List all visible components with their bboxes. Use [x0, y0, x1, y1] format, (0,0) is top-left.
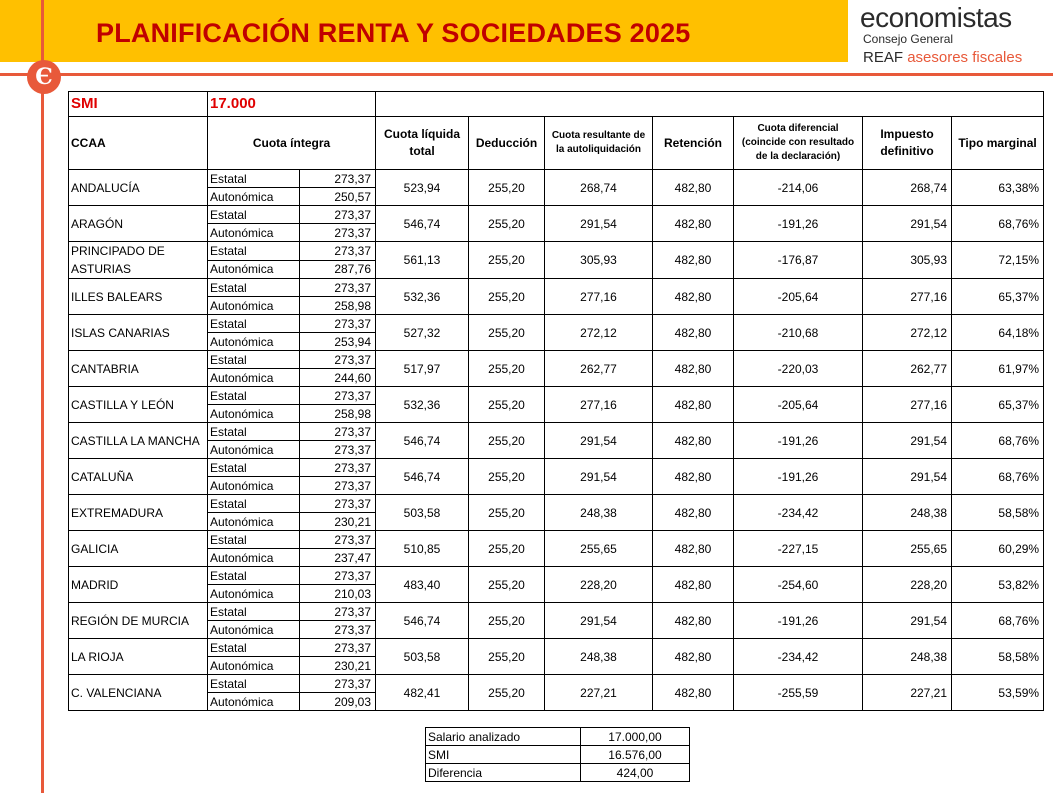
retencion-value: 482,80: [653, 531, 734, 567]
autonomica-value: 287,76: [300, 260, 376, 279]
tipo-marginal-value: 58,58%: [952, 639, 1044, 675]
autonomica-label: Autonómica: [208, 549, 300, 567]
ccaa-name: CASTILLA Y LEÓN: [69, 387, 208, 423]
autonomica-value: 244,60: [300, 369, 376, 387]
impuesto-value: 228,20: [863, 567, 952, 603]
cuota-liquida-value: 546,74: [376, 423, 469, 459]
cuota-diferencial-value: -191,26: [734, 206, 863, 242]
cuota-liquida-value: 546,74: [376, 206, 469, 242]
tipo-marginal-value: 65,37%: [952, 387, 1044, 423]
autonomica-value: 273,37: [300, 621, 376, 639]
impuesto-value: 277,16: [863, 279, 952, 315]
estatal-value: 273,37: [300, 242, 376, 261]
tipo-marginal-value: 63,38%: [952, 170, 1044, 206]
retencion-value: 482,80: [653, 675, 734, 711]
estatal-value: 273,37: [300, 639, 376, 657]
cuota-resultante-value: 262,77: [545, 351, 653, 387]
autonomica-label: Autonómica: [208, 441, 300, 459]
cuota-liquida-value: 532,36: [376, 279, 469, 315]
autonomica-value: 258,98: [300, 405, 376, 423]
tipo-marginal-value: 60,29%: [952, 531, 1044, 567]
tipo-marginal-value: 65,37%: [952, 279, 1044, 315]
autonomica-value: 273,37: [300, 441, 376, 459]
header-cuota-integra: Cuota íntegra: [208, 117, 376, 170]
cuota-diferencial-value: -214,06: [734, 170, 863, 206]
autonomica-value: 273,37: [300, 477, 376, 495]
brand-logo: [860, 3, 1050, 68]
estatal-label: Estatal: [208, 603, 300, 621]
header-cuota-liquida: Cuota líquida total: [376, 117, 469, 170]
cuota-diferencial-value: -176,87: [734, 242, 863, 279]
autonomica-label: Autonómica: [208, 297, 300, 315]
autonomica-label: Autonómica: [208, 333, 300, 351]
autonomica-label: Autonómica: [208, 513, 300, 531]
summary-row: [426, 728, 690, 746]
estatal-label: Estatal: [208, 206, 300, 224]
autonomica-value: 237,47: [300, 549, 376, 567]
autonomica-value: 210,03: [300, 585, 376, 603]
autonomica-label: Autonómica: [208, 477, 300, 495]
retencion-value: 482,80: [653, 315, 734, 351]
estatal-label: Estatal: [208, 495, 300, 513]
summary-label: Diferencia: [426, 764, 581, 782]
impuesto-value: 268,74: [863, 170, 952, 206]
ccaa-name: CASTILLA LA MANCHA: [69, 423, 208, 459]
ccaa-name: CATALUÑA: [69, 459, 208, 495]
deduccion-value: 255,20: [469, 242, 545, 279]
cuota-resultante-value: 305,93: [545, 242, 653, 279]
autonomica-value: 250,57: [300, 188, 376, 206]
region-row: [69, 603, 1044, 621]
impuesto-value: 227,21: [863, 675, 952, 711]
tipo-marginal-value: 53,82%: [952, 567, 1044, 603]
decorative-horizontal-line: [0, 73, 1053, 76]
autonomica-value: 209,03: [300, 693, 376, 711]
retencion-value: 482,80: [653, 639, 734, 675]
cuota-diferencial-value: -234,42: [734, 639, 863, 675]
deduccion-value: 255,20: [469, 279, 545, 315]
header-tipo: Tipo marginal: [952, 117, 1044, 170]
estatal-label: Estatal: [208, 567, 300, 585]
ccaa-name: REGIÓN DE MURCIA: [69, 603, 208, 639]
cuota-diferencial-value: -205,64: [734, 279, 863, 315]
cuota-liquida-value: 546,74: [376, 603, 469, 639]
autonomica-label: Autonómica: [208, 585, 300, 603]
summary-value: 16.576,00: [581, 746, 690, 764]
deduccion-value: 255,20: [469, 459, 545, 495]
impuesto-value: 248,38: [863, 639, 952, 675]
impuesto-value: 277,16: [863, 387, 952, 423]
deduccion-value: 255,20: [469, 315, 545, 351]
autonomica-label: Autonómica: [208, 693, 300, 711]
header-cuota-resultante: Cuota resultante de la autoliquidación: [545, 117, 653, 170]
deduccion-value: 255,20: [469, 206, 545, 242]
cuota-resultante-value: 228,20: [545, 567, 653, 603]
impuesto-value: 291,54: [863, 206, 952, 242]
cuota-diferencial-value: -227,15: [734, 531, 863, 567]
cuota-resultante-value: 272,12: [545, 315, 653, 351]
autonomica-value: 273,37: [300, 224, 376, 242]
deduccion-value: 255,20: [469, 675, 545, 711]
deduccion-value: 255,20: [469, 170, 545, 206]
region-row: [69, 242, 1044, 261]
impuesto-value: 272,12: [863, 315, 952, 351]
cuota-diferencial-value: -220,03: [734, 351, 863, 387]
cuota-resultante-value: 277,16: [545, 279, 653, 315]
deduccion-value: 255,20: [469, 351, 545, 387]
autonomica-label: Autonómica: [208, 369, 300, 387]
ccaa-name: ANDALUCÍA: [69, 170, 208, 206]
deduccion-value: 255,20: [469, 603, 545, 639]
tipo-marginal-value: 68,76%: [952, 423, 1044, 459]
summary-row: [426, 764, 690, 782]
ccaa-name: ARAGÓN: [69, 206, 208, 242]
retencion-value: 482,80: [653, 459, 734, 495]
retencion-value: 482,80: [653, 567, 734, 603]
autonomica-value: 253,94: [300, 333, 376, 351]
cuota-resultante-value: 268,74: [545, 170, 653, 206]
region-row: [69, 423, 1044, 441]
economistas-emblem-icon: Є: [27, 60, 61, 94]
autonomica-value: 230,21: [300, 513, 376, 531]
tipo-marginal-value: 68,76%: [952, 459, 1044, 495]
tipo-marginal-value: 68,76%: [952, 206, 1044, 242]
retencion-value: 482,80: [653, 170, 734, 206]
cuota-liquida-value: 483,40: [376, 567, 469, 603]
cuota-liquida-value: 561,13: [376, 242, 469, 279]
cuota-diferencial-value: -234,42: [734, 495, 863, 531]
retencion-value: 482,80: [653, 242, 734, 279]
deduccion-value: 255,20: [469, 639, 545, 675]
estatal-label: Estatal: [208, 170, 300, 188]
ccaa-name: ILLES BALEARS: [69, 279, 208, 315]
estatal-value: 273,37: [300, 351, 376, 369]
cuota-liquida-value: 546,74: [376, 459, 469, 495]
impuesto-value: 291,54: [863, 423, 952, 459]
autonomica-label: Autonómica: [208, 621, 300, 639]
brand-name: economistas: [860, 2, 1012, 33]
estatal-value: 273,37: [300, 279, 376, 297]
cuota-diferencial-value: -255,59: [734, 675, 863, 711]
estatal-label: Estatal: [208, 675, 300, 693]
region-row: [69, 567, 1044, 585]
summary-row: [426, 746, 690, 764]
estatal-label: Estatal: [208, 459, 300, 477]
header-ccaa: CCAA: [69, 117, 208, 170]
header-deduccion: Deducción: [469, 117, 545, 170]
cuota-diferencial-value: -254,60: [734, 567, 863, 603]
summary-label: Salario analizado: [426, 728, 581, 746]
cuota-liquida-value: 503,58: [376, 495, 469, 531]
cuota-diferencial-value: -210,68: [734, 315, 863, 351]
tipo-marginal-value: 64,18%: [952, 315, 1044, 351]
tipo-marginal-value: 61,97%: [952, 351, 1044, 387]
deduccion-value: 255,20: [469, 423, 545, 459]
ccaa-name: PRINCIPADO DE ASTURIAS: [69, 242, 208, 279]
autonomica-label: Autonómica: [208, 188, 300, 206]
impuesto-value: 262,77: [863, 351, 952, 387]
ccaa-name: ISLAS CANARIAS: [69, 315, 208, 351]
estatal-label: Estatal: [208, 315, 300, 333]
estatal-value: 273,37: [300, 495, 376, 513]
retencion-value: 482,80: [653, 387, 734, 423]
deduccion-value: 255,20: [469, 531, 545, 567]
estatal-label: Estatal: [208, 242, 300, 261]
retencion-value: 482,80: [653, 279, 734, 315]
ccaa-name: LA RIOJA: [69, 639, 208, 675]
cuota-liquida-value: 482,41: [376, 675, 469, 711]
ccaa-name: GALICIA: [69, 531, 208, 567]
brand-reaf-tagline: asesores fiscales: [907, 49, 1023, 66]
region-row: [69, 351, 1044, 369]
cuota-liquida-value: 510,85: [376, 531, 469, 567]
autonomica-label: Autonómica: [208, 405, 300, 423]
cuota-liquida-value: 527,32: [376, 315, 469, 351]
estatal-value: 273,37: [300, 315, 376, 333]
estatal-value: 273,37: [300, 459, 376, 477]
cuota-resultante-value: 277,16: [545, 387, 653, 423]
brand-reaf: [863, 48, 1050, 68]
estatal-label: Estatal: [208, 531, 300, 549]
region-row: [69, 459, 1044, 477]
impuesto-value: 255,65: [863, 531, 952, 567]
region-row: [69, 531, 1044, 549]
autonomica-label: Autonómica: [208, 657, 300, 675]
header-impuesto: Impuesto definitivo: [863, 117, 952, 170]
region-row: [69, 639, 1044, 657]
impuesto-value: 291,54: [863, 603, 952, 639]
estatal-value: 273,37: [300, 567, 376, 585]
retencion-value: 482,80: [653, 495, 734, 531]
cuota-resultante-value: 291,54: [545, 423, 653, 459]
estatal-label: Estatal: [208, 351, 300, 369]
cuota-diferencial-value: -191,26: [734, 459, 863, 495]
estatal-label: Estatal: [208, 639, 300, 657]
tax-table: [68, 91, 1044, 711]
summary-label: SMI: [426, 746, 581, 764]
impuesto-value: 248,38: [863, 495, 952, 531]
smi-value: 17.000: [208, 92, 376, 117]
retencion-value: 482,80: [653, 206, 734, 242]
cuota-diferencial-value: -191,26: [734, 423, 863, 459]
estatal-label: Estatal: [208, 423, 300, 441]
estatal-value: 273,37: [300, 531, 376, 549]
estatal-label: Estatal: [208, 279, 300, 297]
deduccion-value: 255,20: [469, 387, 545, 423]
region-row: [69, 206, 1044, 224]
region-row: [69, 279, 1044, 297]
ccaa-name: CANTABRIA: [69, 351, 208, 387]
autonomica-value: 230,21: [300, 657, 376, 675]
header-retencion: Retención: [653, 117, 734, 170]
retencion-value: 482,80: [653, 603, 734, 639]
cuota-resultante-value: 248,38: [545, 495, 653, 531]
brand-subtitle: Consejo General: [863, 32, 954, 46]
cuota-resultante-value: 291,54: [545, 206, 653, 242]
cuota-resultante-value: 255,65: [545, 531, 653, 567]
tipo-marginal-value: 72,15%: [952, 242, 1044, 279]
cuota-diferencial-value: -191,26: [734, 603, 863, 639]
cuota-resultante-value: 227,21: [545, 675, 653, 711]
summary-value: 424,00: [581, 764, 690, 782]
estatal-value: 273,37: [300, 206, 376, 224]
estatal-value: 273,37: [300, 387, 376, 405]
estatal-value: 273,37: [300, 603, 376, 621]
estatal-value: 273,37: [300, 675, 376, 693]
impuesto-value: 291,54: [863, 459, 952, 495]
impuesto-value: 305,93: [863, 242, 952, 279]
page-title: PLANIFICACIÓN RENTA Y SOCIEDADES 2025: [96, 18, 691, 48]
summary-value: 17.000,00: [581, 728, 690, 746]
cuota-resultante-value: 291,54: [545, 459, 653, 495]
tipo-marginal-value: 58,58%: [952, 495, 1044, 531]
smi-label: SMI: [69, 92, 208, 117]
region-row: [69, 495, 1044, 513]
header-cuota-diferencial: Cuota diferencial (coincide con resultado de la declaración): [734, 117, 863, 170]
header-row: [69, 117, 1044, 170]
region-row: [69, 170, 1044, 188]
deduccion-value: 255,20: [469, 495, 545, 531]
smi-row: [69, 92, 1044, 117]
autonomica-label: Autonómica: [208, 260, 300, 279]
autonomica-label: Autonómica: [208, 224, 300, 242]
cuota-diferencial-value: -205,64: [734, 387, 863, 423]
smi-empty-cell: [376, 92, 1044, 117]
decorative-vertical-line: [41, 0, 44, 793]
summary-table: [425, 727, 690, 782]
region-row: [69, 315, 1044, 333]
cuota-liquida-value: 517,97: [376, 351, 469, 387]
cuota-liquida-value: 503,58: [376, 639, 469, 675]
cuota-resultante-value: 291,54: [545, 603, 653, 639]
ccaa-name: MADRID: [69, 567, 208, 603]
retencion-value: 482,80: [653, 351, 734, 387]
estatal-label: Estatal: [208, 387, 300, 405]
autonomica-value: 258,98: [300, 297, 376, 315]
retencion-value: 482,80: [653, 423, 734, 459]
region-row: [69, 387, 1044, 405]
cuota-resultante-value: 248,38: [545, 639, 653, 675]
estatal-value: 273,37: [300, 423, 376, 441]
estatal-value: 273,37: [300, 170, 376, 188]
ccaa-name: EXTREMADURA: [69, 495, 208, 531]
ccaa-name: C. VALENCIANA: [69, 675, 208, 711]
deduccion-value: 255,20: [469, 567, 545, 603]
tipo-marginal-value: 53,59%: [952, 675, 1044, 711]
brand-reaf-name: REAF: [863, 49, 904, 66]
cuota-liquida-value: 532,36: [376, 387, 469, 423]
cuota-liquida-value: 523,94: [376, 170, 469, 206]
region-row: [69, 675, 1044, 693]
tipo-marginal-value: 68,76%: [952, 603, 1044, 639]
